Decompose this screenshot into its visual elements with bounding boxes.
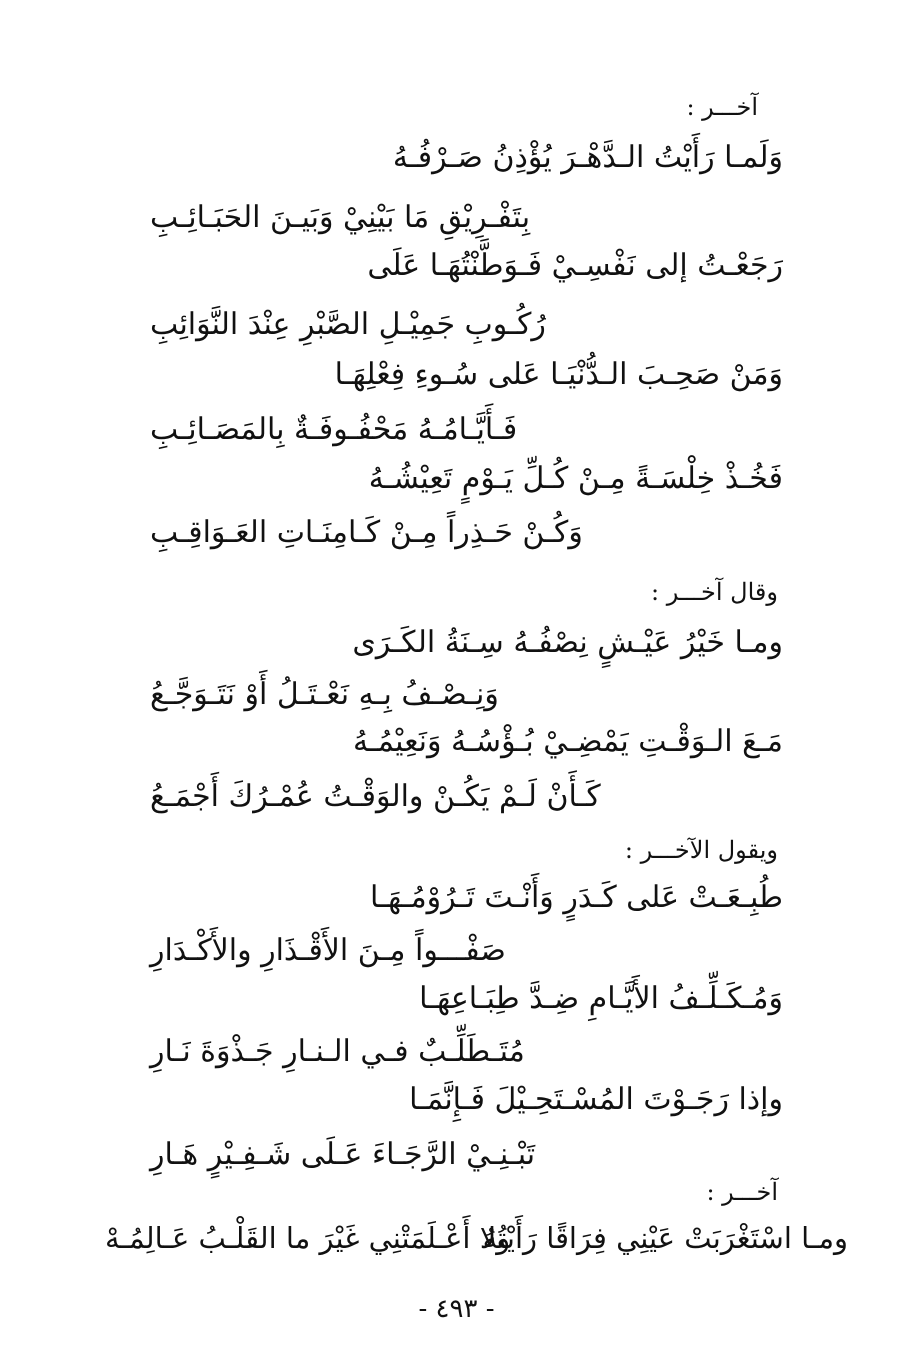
verse-first-hemistich: ومـا اسْتَغْرَبَتْ عَيْنِي فِرَاقًا رَأَيْتُهُ <box>482 1221 848 1255</box>
verse-line: فَـأَيَّـامُـهُ مَحْفُـوفَـةٌ بِالمَصَـائِـبِ <box>150 412 518 447</box>
verse-line: وَنِـصْـفُ بِـهِ نَعْـتَـلُ أَوْ نَتَـوَجَّـعُ <box>150 677 499 712</box>
page-number: - ٤٩٣ - <box>418 1294 495 1324</box>
verse-line: تَبْـنِـيْ الرَّجَـاءَ عَـلَى شَـفِـيْرٍ هَـارِ <box>150 1137 536 1172</box>
verse-line: رُكُـوبِ جَمِيْـلِ الصَّبْرِ عِنْدَ النَّوَائِبِ <box>150 307 546 342</box>
verse-line: كَـأَنْ لَـمْ يَكُـنْ والوَقْـتُ عُمْـرُكَ أَجْمَـعُ <box>150 779 601 814</box>
verse-line: وَمَنْ صَحِـبَ الـدُّنْيَـا عَلى سُـوءِ فِعْلِهَـا <box>334 357 783 392</box>
poem-intro-label: وقال آخـــر : <box>651 578 778 606</box>
verse-line: صَفْـــواً مِـنَ الأَقْـذَارِ والأَكْـدَارِ <box>150 933 506 968</box>
verse-line: وَلَمـا رَأَيْتُ الـدَّهْـرَ يُؤْذِنُ صَـرْفُـهُ <box>392 140 783 175</box>
verse-line: طُبِـعَـتْ عَلى كَـدَرٍ وَأَنْـتَ تَـرُوْمُـهَـا <box>370 880 783 915</box>
poem-intro-label: آخـــر : <box>686 93 758 121</box>
verse-line: مَـعَ الـوَقْـتِ يَمْضِـيْ بُـؤْسُـهُ وَنَعِيْمُـهُ <box>352 724 783 759</box>
verse-line: مُتَـطَلِّـبٌ فـي الـنـارِ جَـذْوَةَ نَـارِ <box>150 1034 525 1069</box>
verse-line: وإذا رَجَـوْتَ المُسْـتَحِـيْلَ فَـإِنَّمَـا <box>409 1082 783 1117</box>
verse-line: فَخُـذْ خِلْسَـةً مِـنْ كُـلِّ يَـوْمٍ تَعِيْشُـهُ <box>368 461 783 496</box>
verse-line: ومـا خَيْرُ عَيْـشٍ نِصْفُـهُ سِـنَةُ الكَـرَى <box>352 625 783 660</box>
verse-line: وَكُـنْ حَـذِراً مِـنْ كَـامِنَـاتِ العَـوَاقِـبِ <box>150 515 583 550</box>
verse-line: بِتَفْـرِيْقِ مَا بَيْنِيْ وَبَيـنَ الحَبَـائِـبِ <box>150 200 531 235</box>
verse-line: رَجَعْـتُ إلى نَفْسِـيْ فَـوَطَّنْتُهَـا عَلَى <box>367 248 783 283</box>
poem-intro-label: ويقول الآخـــر : <box>624 836 778 864</box>
poem-intro-label: آخـــر : <box>706 1178 778 1206</box>
verse-second-hemistich: ولا أَعْـلَمَتْنِي غَيْرَ ما القَلْـبُ عَـالِمُـهْ <box>105 1221 511 1255</box>
verse-line: وَمُـكَـلِّـفُ الأَيَّـامِ ضِـدَّ طِبَـاعِهَـا <box>419 981 783 1016</box>
